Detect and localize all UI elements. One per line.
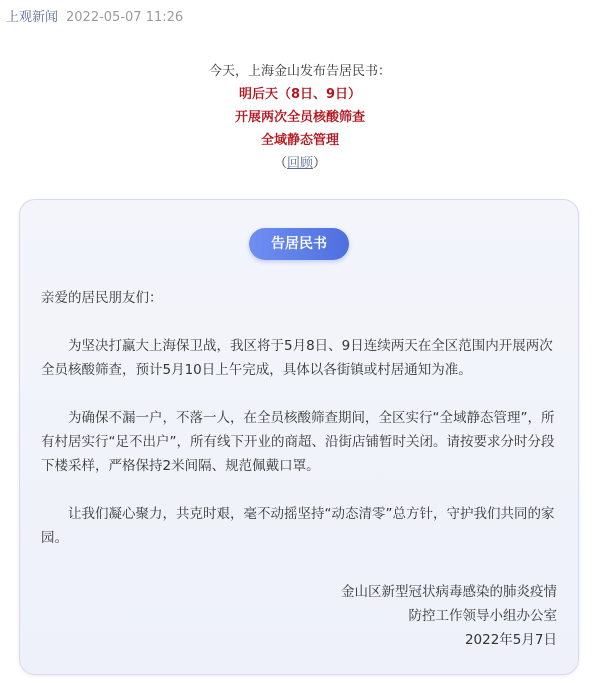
notice-greeting: 亲爱的居民朋友们： — [41, 290, 163, 306]
signature-date: 2022年5月7日 — [464, 632, 557, 648]
source-link[interactable]: 上观新闻 — [6, 10, 59, 25]
intro-lead: 今天，上海金山发布告居民书： — [208, 64, 391, 79]
notice-card — [19, 199, 579, 675]
notice-body — [41, 286, 561, 574]
signature-org-line-2: 防控工作领导小组办公室 — [408, 608, 557, 624]
notice-paragraph-2: 为确保不漏一户，不落一人，在全员核酸筛查期间，全区实行“全域静态管理”，所有村居实行“足不出户”，所有线下开业的商超、沿街店铺暂时关闭。请按要求分时分段下楼采样，严格保持2米间隔、规范佩戴口罩。 — [41, 410, 555, 474]
notice-paragraph-1: 为坚决打赢大上海保卫战，我区将于5月8日、9日连续两天在全区范围内开展两次全员核酸筛查，预计5月10日上午完成，具体以各街镇或村居通知为准。 — [41, 338, 553, 378]
headline-screening: 开展两次全员核酸筛查 — [234, 110, 365, 125]
article-meta — [6, 9, 183, 27]
review-close-paren: ） — [313, 156, 327, 171]
review-line — [0, 152, 600, 175]
headline-dates: 明后天（8日、9日） — [238, 87, 362, 102]
headline-lockdown: 全域静态管理 — [260, 133, 339, 148]
intro-block — [0, 60, 600, 175]
notice-badge: 告居民书 — [249, 228, 349, 260]
review-open-paren: （ — [273, 156, 287, 171]
signature-org-line-1: 金山区新型冠状病毒感染的肺炎疫情 — [341, 584, 557, 600]
notice-signature — [341, 580, 557, 652]
publish-time: 2022-05-07 11:26 — [66, 10, 184, 25]
notice-paragraph-3: 让我们凝心聚力，共克时艰，毫不动摇坚持“动态清零”总方针，守护我们共同的家园。 — [41, 506, 555, 546]
review-link[interactable]: 回顾 — [286, 156, 313, 171]
